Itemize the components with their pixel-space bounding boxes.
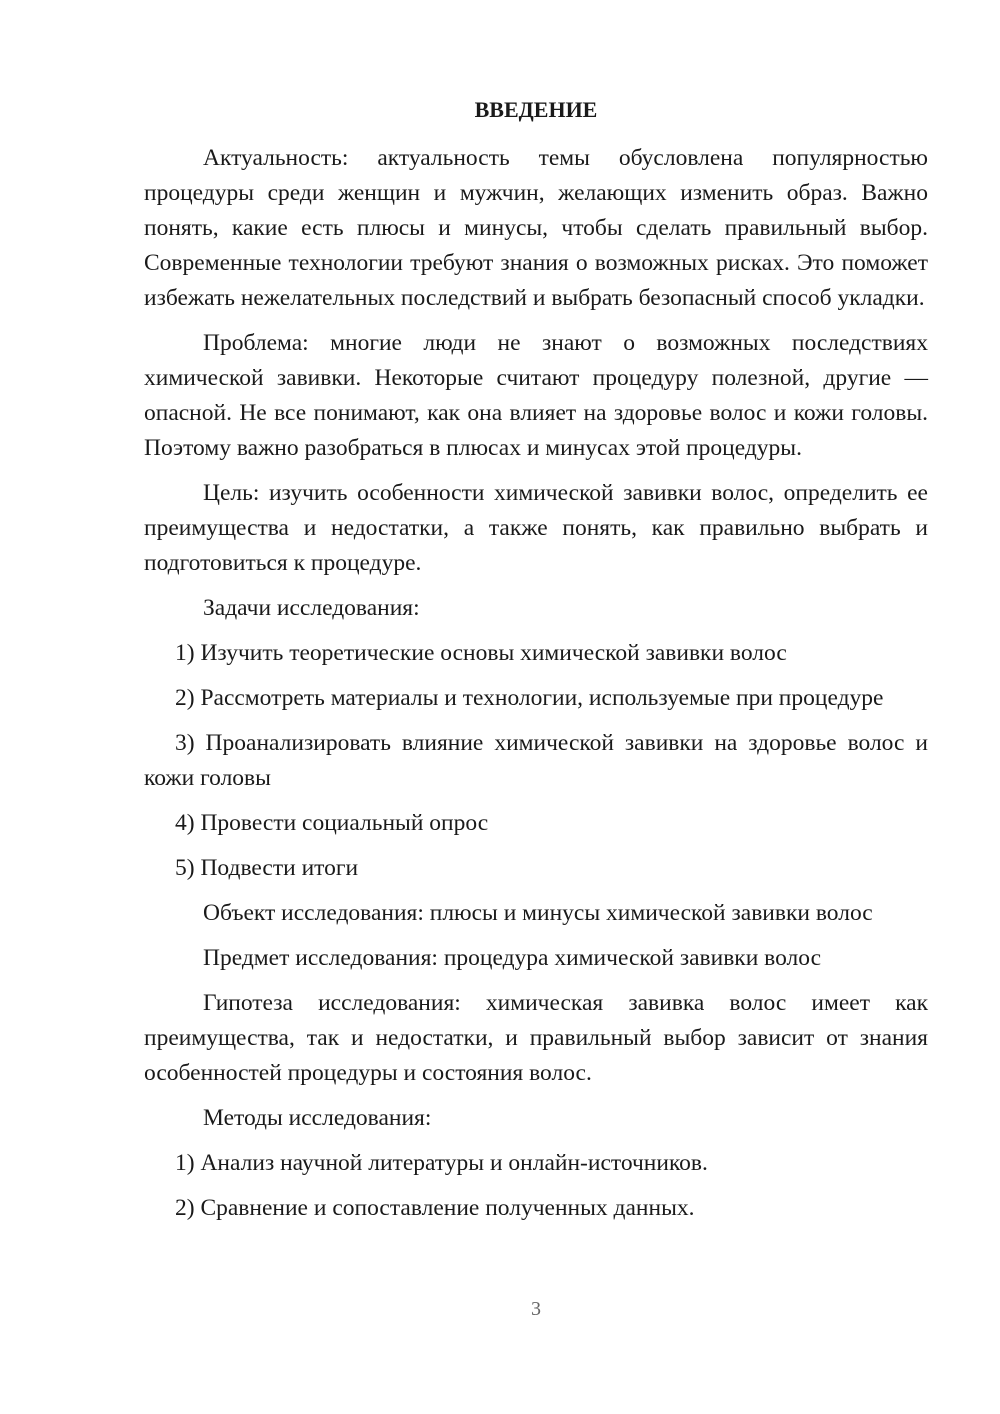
task-item: 2) Рассмотреть материалы и технологии, используемые при процедуре	[175, 685, 884, 711]
task-item: 4) Провести социальный опрос	[175, 810, 489, 836]
page-number: 3	[531, 1298, 541, 1320]
subject-line: Предмет исследования: процедура химической завивки волос	[203, 945, 822, 971]
goal-paragraph: Цель: изучить особенности химической завивки волос, определить ее преимущества и недостатки, а также понять, как правильно выбрать и подготовиться к процедуре.	[144, 480, 928, 576]
relevance-paragraph: Актуальность: актуальность темы обусловлена популярностью процедуры среди женщин и мужчин, желающих изменить образ. Важно понять, какие есть плюсы и минусы, чтобы сделать правильный выбор. Современные технологии требуют знания о возможных рисках. Это поможет избежать нежелательных последствий и выбрать безопасный способ укладки.	[144, 145, 928, 311]
object-line: Объект исследования: плюсы и минусы химической завивки волос	[203, 900, 873, 926]
document-page	[144, 92, 928, 1236]
method-item: 2) Сравнение и сопоставление полученных данных.	[175, 1195, 695, 1221]
problem-paragraph: Проблема: многие люди не знают о возможных последствиях химической завивки. Некоторые считают процедуру полезной, другие — опасной. Не все понимают, как она влияет на здоровье волос и кожи головы. Поэтому важно разобраться в плюсах и минусах этой процедуры.	[144, 330, 928, 461]
method-item: 1) Анализ научной литературы и онлайн-источников.	[175, 1150, 708, 1176]
task-item: 3) Проанализировать влияние химической завивки на здоровье волос и кожи головы	[144, 730, 928, 791]
tasks-heading: Задачи исследования:	[203, 595, 420, 621]
section-title: ВВЕДЕНИЕ	[474, 97, 598, 122]
methods-heading: Методы исследования:	[203, 1105, 432, 1131]
hypothesis-paragraph: Гипотеза исследования: химическая завивка волос имеет как преимущества, так и недостатки, и правильный выбор зависит от знания особенностей процедуры и состояния волос.	[144, 990, 928, 1086]
task-item: 1) Изучить теоретические основы химической завивки волос	[175, 640, 787, 666]
task-item: 5) Подвести итоги	[175, 855, 359, 881]
